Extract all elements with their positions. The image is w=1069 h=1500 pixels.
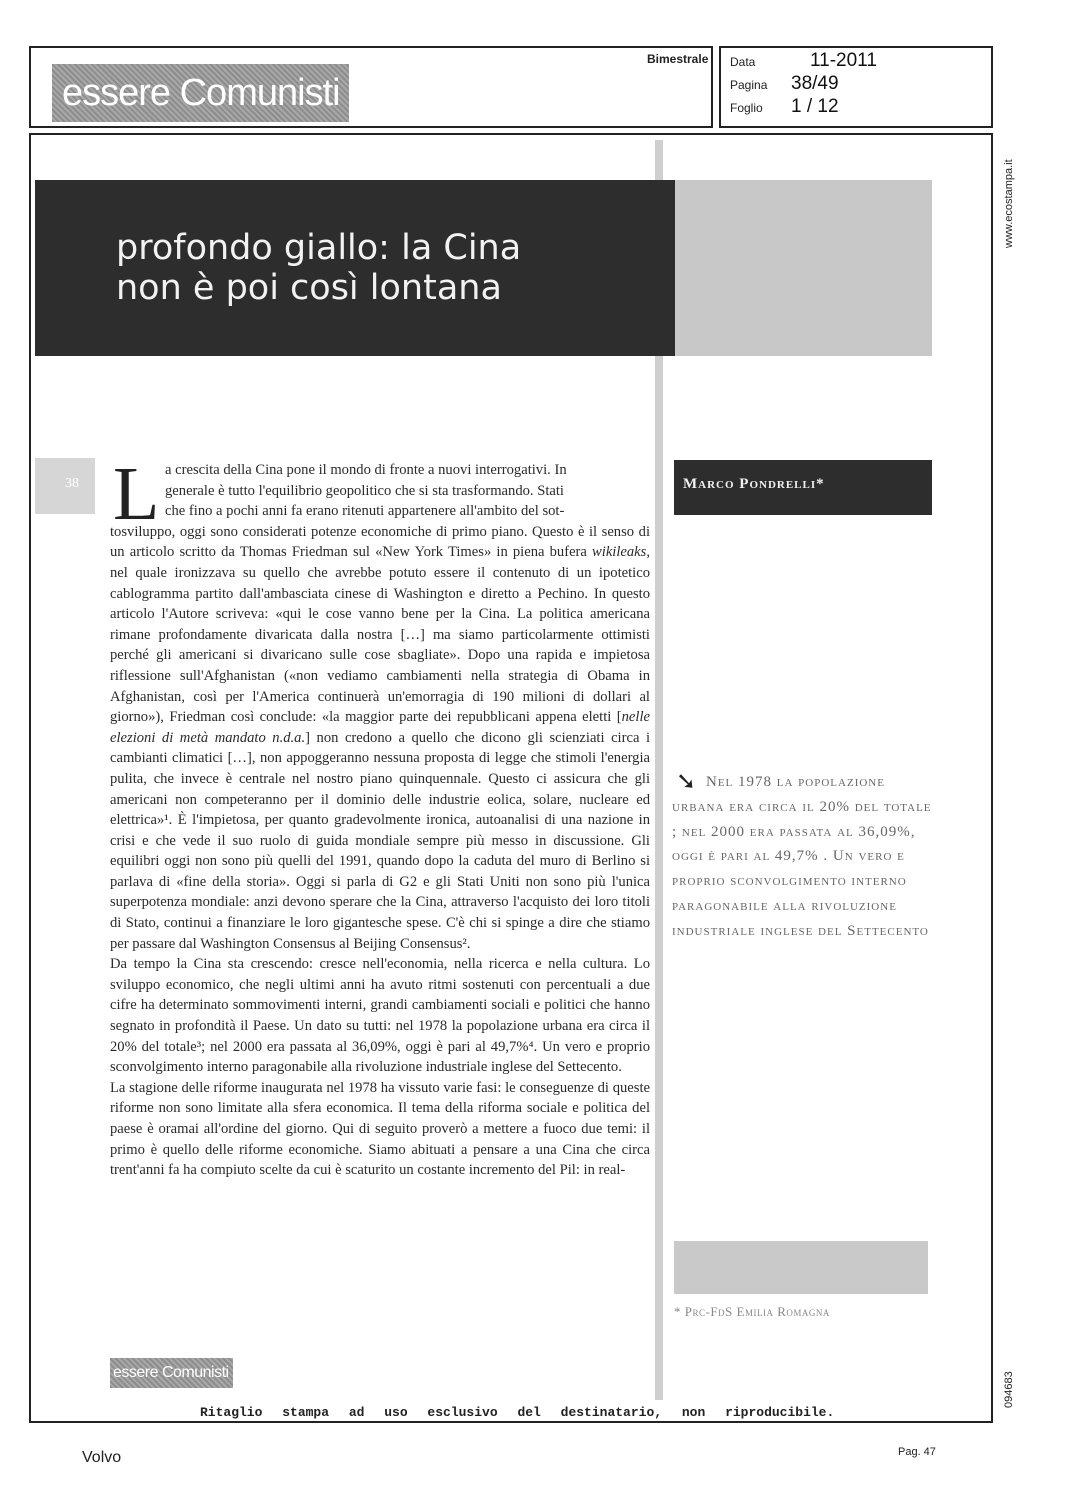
masthead-logo: essere Comunisti <box>52 64 349 122</box>
lead-line: generale è tutto l'equilibrio geopolitico che si sta trasformando. Stati <box>165 482 564 499</box>
periodicity-label: Bimestrale <box>647 52 709 66</box>
lead-line: che fino a pochi anni fa erano ritenuti appartenere all'ambito del sot- <box>165 503 565 520</box>
footer-logo: essere Comunisti <box>110 1358 233 1388</box>
article-title: profondo giallo: la Cina non è poi così lontana <box>116 228 522 308</box>
page-label: Pagina <box>730 78 768 92</box>
paragraph-2: Da tempo la Cina sta crescendo: cresce nell'economia, nella ricerca e nella cultura. Lo sviluppo economico, che negli ultimi anni ha avuto ritmi sostenuti con percentuali a due cifre ha determinato sommovimenti interni, grandi cambiamenti sociali e politici che hanno segnato in profondità il Paese. Un dato su tutti: nel 1978 la popolazione urbana era circa il 20% del totale³; nel 2000 era passata al 36,09%, oggi è pari al 49,7%⁴. Un vero e proprio sconvolgimento interno paragonabile alla rivoluzione industriale inglese del Settecento. <box>110 956 650 1076</box>
page-footer: Pag. 47 <box>898 1446 936 1458</box>
lead-line: a crescita della Cina pone il mondo di fronte a nuovi interrogativi. In <box>165 462 567 478</box>
disclaimer: Ritaglio stampa ad uso esclusivo del destinatario, non riproducibile. <box>200 1405 835 1420</box>
date-value: 11-2011 <box>810 50 877 71</box>
sheet-label: Foglio <box>730 101 763 115</box>
clip-code: 094683 <box>1003 1371 1015 1408</box>
page-value: 38/49 <box>791 73 839 94</box>
arrow-icon: ➘ <box>676 767 697 795</box>
author-box: Marco Pondrelli* <box>674 460 932 515</box>
paragraph-3: La stagione delle riforme inaugurata nel 1978 ha vissuto varie fasi: le conseguenze di queste riforme non sono limitate alla sfera economica. Il tema della riforma sociale e politica del paese è oramai all'ordine del giorno. Qui di seguito proverò a mettere a fuoco due temi: il primo è quello delle riforme economiche. Siamo abituati a pensare a una Cina che circa trent'anni fa ha compiuto scelte da cui è scaturito un costante incremento del Pil: in real- <box>110 1079 650 1179</box>
client-name: Volvo <box>82 1449 122 1466</box>
title-grey-panel <box>675 180 932 356</box>
page-number-tab: 38 <box>35 458 95 514</box>
sheet-value: 1 / 12 <box>791 96 839 117</box>
article-body <box>110 460 650 1181</box>
paragraph-1: tosviluppo, oggi sono considerati potenze economiche di primo piano. Questo è il senso di un articolo scritto da Thomas Friedman sul «New York Times» in piena bufera wikileaks, nel quale ironizzava su quello che avrebbe potuto essere il contenuto di un ipotetico cablogramma partito dall'ambasciata cinese di Washington e diretto a Pechino. In questo articolo l'Autore scriveva: «qui le cose vanno bene per la Cina. La politica americana rimane profondamente divaricata dalla nostra […] ma siamo particolarmente ottimisti perché gli americani si divaricano sulle cose sbagliate». Dopo una rapida e impietosa riflessione sull'Afghanistan («non vediamo cambiamenti nella strategia di Obama in Afghanistan, così per l'America continuerà un'emorragia di 190 milioni di dollari al giorno»), Friedman così conclude: «la maggior parte dei repubblicani appena eletti [nelle elezioni di metà mandato n.d.a.] non credono a quello che dicono gli scienziati circa i cambianti climatici […], non appoggeranno nessuna proposta di legge che stimoli l'energia pulita, che invece è centrale nel nostro piano quinquennale. Questo ci assicura che gli americani non competeranno per il dominio delle industrie eolica, solare, nucleare ed elettrica»¹. È l'impietosa, per quanto gradevolmente ironica, autoanalisi di una nazione in crisi e che vede il suo ruolo di guida mondiale sempre più messo in discussione. Gli equilibri oggi non sono più quelli del 1991, quando dopo la caduta del muro di Berlino si parlava di «fine della storia». Oggi si parla di G2 e gli Stati Uniti non sono più l'unica superpotenza mondiale: anzi devono sperare che la Cina, attraverso l'acquisto dei loro titoli di Stato, continui a finanziare le loro gigantesche spese. C'è chi si spinge a dire che stiamo per passare dal Washington Consensus al Beijing Consensus². <box>110 523 650 952</box>
drop-cap: L <box>113 452 160 536</box>
author-affiliation: * Prc-FdS Emilia Romagna <box>674 1304 830 1319</box>
website-label: www.ecostampa.it <box>1003 159 1015 248</box>
date-label: Data <box>730 55 756 69</box>
grey-bar <box>674 1241 928 1294</box>
pull-quote: Nel 1978 la popolazione urbana era circa il 20% del totale ; nel 2000 era passata al 36,09%, oggi è pari al 49,7% . Un vero e proprio sconvolgimento interno paragonabile alla rivoluzione industriale inglese del Settecento <box>672 774 932 939</box>
